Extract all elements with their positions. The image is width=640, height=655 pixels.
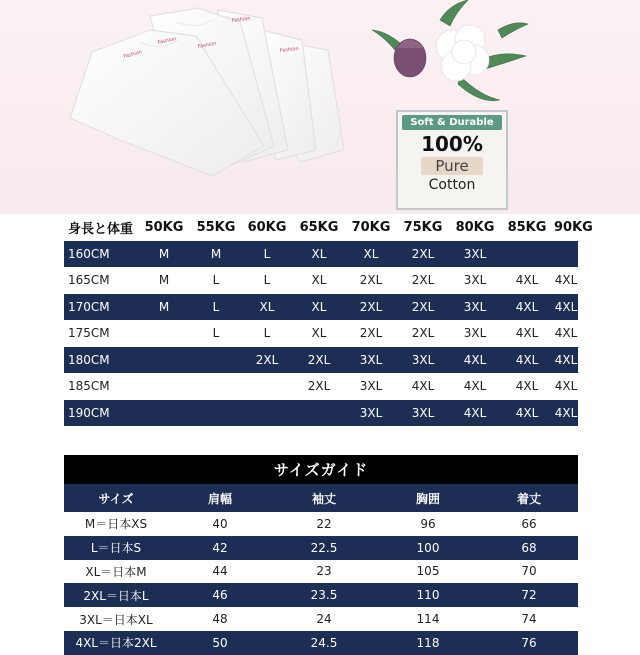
table-row <box>64 241 578 268</box>
table-cell: 4XL <box>515 352 539 367</box>
table-row <box>64 512 578 536</box>
folded-tshirts-image <box>0 0 380 214</box>
table-cell: 72 <box>521 588 537 603</box>
shirt-tag-3: Fashion <box>197 40 217 50</box>
cotton-flower-image <box>370 0 530 110</box>
table-cell: 24 <box>316 612 332 627</box>
header-cell: 肩幅 <box>207 491 232 506</box>
header-cell: 90KG <box>554 219 593 235</box>
table-cell: M <box>158 299 170 314</box>
row-label-cell: 160CM <box>68 246 110 261</box>
badge-percent: 100% <box>421 132 483 156</box>
table-cell: 114 <box>416 612 440 627</box>
table-cell: 2XL <box>411 273 435 288</box>
table-cell: 68 <box>521 540 537 555</box>
table-cell: M <box>210 246 222 261</box>
badge-cotton: Cotton <box>428 177 476 193</box>
table-row <box>64 373 578 400</box>
row-label-cell: 185CM <box>68 379 110 394</box>
header-cell: 胸囲 <box>415 491 440 506</box>
table-cell: 4XL <box>463 405 487 420</box>
table-cell: 23 <box>316 564 332 579</box>
shirt-tag-1: Fashion <box>122 49 143 60</box>
row-label-cell: 170CM <box>68 299 110 314</box>
header-cell: 80KG <box>455 219 495 235</box>
header-cell: 着丈 <box>517 491 542 506</box>
header-cell: 袖丈 <box>311 491 336 506</box>
table-cell: XL <box>311 326 327 341</box>
table-cell: 100 <box>416 540 440 555</box>
row-label-cell: 175CM <box>68 326 110 341</box>
cotton-badge <box>396 110 508 210</box>
table-cell: 22.5 <box>310 540 338 555</box>
table-cell: 42 <box>212 540 228 555</box>
table-cell: 3XL <box>463 246 487 261</box>
table-cell <box>242 400 292 427</box>
table-row <box>64 347 578 374</box>
table-cell: XL <box>311 246 327 261</box>
header-cell: 70KG <box>351 219 391 235</box>
table-row <box>64 267 578 294</box>
table-cell <box>500 241 554 268</box>
size-guide-title: サイズガイド <box>273 461 369 479</box>
table-cell: 76 <box>521 635 537 650</box>
size-guide-table <box>64 455 578 655</box>
table-cell: 4XL <box>515 405 539 420</box>
table-cell: XL <box>363 246 379 261</box>
table-cell: 4XL <box>554 379 578 394</box>
table-cell: M <box>158 246 170 261</box>
table-cell: 3XL <box>411 352 435 367</box>
table-cell: L <box>212 326 220 341</box>
hero-banner <box>0 0 640 214</box>
table-cell: L <box>263 326 271 341</box>
header-cell: 50KG <box>144 219 184 235</box>
row-label-cell: 3XL＝日本XL <box>79 612 153 627</box>
header-cell: 55KG <box>196 219 236 235</box>
table-cell: 66 <box>521 516 537 531</box>
header-cell: 75KG <box>403 219 443 235</box>
table-cell: 4XL <box>554 299 578 314</box>
row-label-cell: 180CM <box>68 352 110 367</box>
shirt-tag-2: Fashion <box>157 36 177 46</box>
row-label-cell: L＝日本S <box>90 541 142 556</box>
table-cell: 2XL <box>411 246 435 261</box>
table-row <box>64 631 578 655</box>
table-cell: M <box>158 273 170 288</box>
table-cell <box>190 347 242 374</box>
table-cell: 4XL <box>554 352 578 367</box>
table-cell: 48 <box>212 612 228 627</box>
table-cell: 2XL <box>411 326 435 341</box>
table-cell: 74 <box>521 612 537 627</box>
table-cell: 110 <box>416 588 440 603</box>
table-cell: 4XL <box>554 326 578 341</box>
table-cell: 4XL <box>463 352 487 367</box>
row-label-cell: 4XL＝日本2XL <box>75 636 157 651</box>
table-row <box>64 583 578 607</box>
table-cell: 3XL <box>463 273 487 288</box>
table-cell: XL <box>311 273 327 288</box>
table-cell <box>138 320 190 347</box>
row-label-cell: M＝日本XS <box>84 517 148 532</box>
size-guide-header <box>64 484 578 512</box>
table-cell <box>138 347 190 374</box>
table-cell: 118 <box>416 635 440 650</box>
table-cell: 2XL <box>411 299 435 314</box>
table-cell: 96 <box>420 516 436 531</box>
table-cell: 105 <box>416 564 440 579</box>
table-cell <box>138 373 190 400</box>
table-cell: XL <box>311 299 327 314</box>
table-row <box>64 560 578 584</box>
table-cell <box>190 373 242 400</box>
size-guide-body <box>64 512 578 655</box>
header-cell: 身長と体重 <box>68 221 134 237</box>
header-cell: 60KG <box>247 219 287 235</box>
table-row <box>64 294 578 321</box>
row-label-cell: 165CM <box>68 273 110 288</box>
table-cell: 24.5 <box>310 635 338 650</box>
row-label-cell: 190CM <box>68 405 110 420</box>
table-cell <box>138 400 190 427</box>
table-row <box>64 607 578 631</box>
table-row <box>64 536 578 560</box>
table-cell: 2XL <box>255 352 279 367</box>
table-cell: 4XL <box>515 273 539 288</box>
table-cell: 23.5 <box>310 588 338 603</box>
table-cell: 2XL <box>307 379 331 394</box>
table-cell: 3XL <box>463 299 487 314</box>
table-cell: 4XL <box>515 326 539 341</box>
table-cell: 2XL <box>359 273 383 288</box>
table-cell: 46 <box>212 588 228 603</box>
table-cell: L <box>263 246 271 261</box>
table-cell: 22 <box>316 516 332 531</box>
table-cell: XL <box>259 299 275 314</box>
table-cell: 4XL <box>515 379 539 394</box>
shirt-tag-4: Fashion <box>231 15 251 24</box>
table-cell <box>554 241 578 268</box>
table-cell: 4XL <box>554 273 578 288</box>
table-cell: L <box>212 273 220 288</box>
table-cell: 3XL <box>411 405 435 420</box>
badge-pure: Pure <box>421 157 482 175</box>
header-cell: サイズ <box>98 491 134 506</box>
height-weight-chart <box>64 214 593 426</box>
table-cell: 2XL <box>359 299 383 314</box>
table-cell <box>190 400 242 427</box>
table-row <box>64 400 578 427</box>
table-cell: 4XL <box>554 405 578 420</box>
header-cell: 85KG <box>507 219 547 235</box>
weight-chart-body <box>64 241 578 427</box>
table-cell: 4XL <box>463 379 487 394</box>
table-cell: 44 <box>212 564 228 579</box>
badge-soft-durable: Soft & Durable <box>402 115 502 130</box>
table-cell: L <box>212 299 220 314</box>
table-cell: 3XL <box>463 326 487 341</box>
table-cell: 3XL <box>359 352 383 367</box>
table-cell: 2XL <box>307 352 331 367</box>
table-cell: 40 <box>212 516 228 531</box>
table-cell <box>242 373 292 400</box>
table-cell: 50 <box>212 635 228 650</box>
table-cell: 2XL <box>359 326 383 341</box>
table-cell: 4XL <box>515 299 539 314</box>
weight-chart-header <box>64 214 578 241</box>
table-cell: 4XL <box>411 379 435 394</box>
table-row <box>64 320 578 347</box>
shirt-tag-5: Fashion <box>279 46 299 54</box>
header-cell: 65KG <box>299 219 339 235</box>
row-label-cell: 2XL＝日本L <box>83 588 149 603</box>
table-cell: 70 <box>521 564 537 579</box>
table-cell <box>292 400 346 427</box>
table-cell: L <box>263 273 271 288</box>
size-guide-title-row <box>64 455 578 484</box>
table-cell: 3XL <box>359 379 383 394</box>
row-label-cell: XL＝日本M <box>85 564 147 579</box>
table-cell: 3XL <box>359 405 383 420</box>
